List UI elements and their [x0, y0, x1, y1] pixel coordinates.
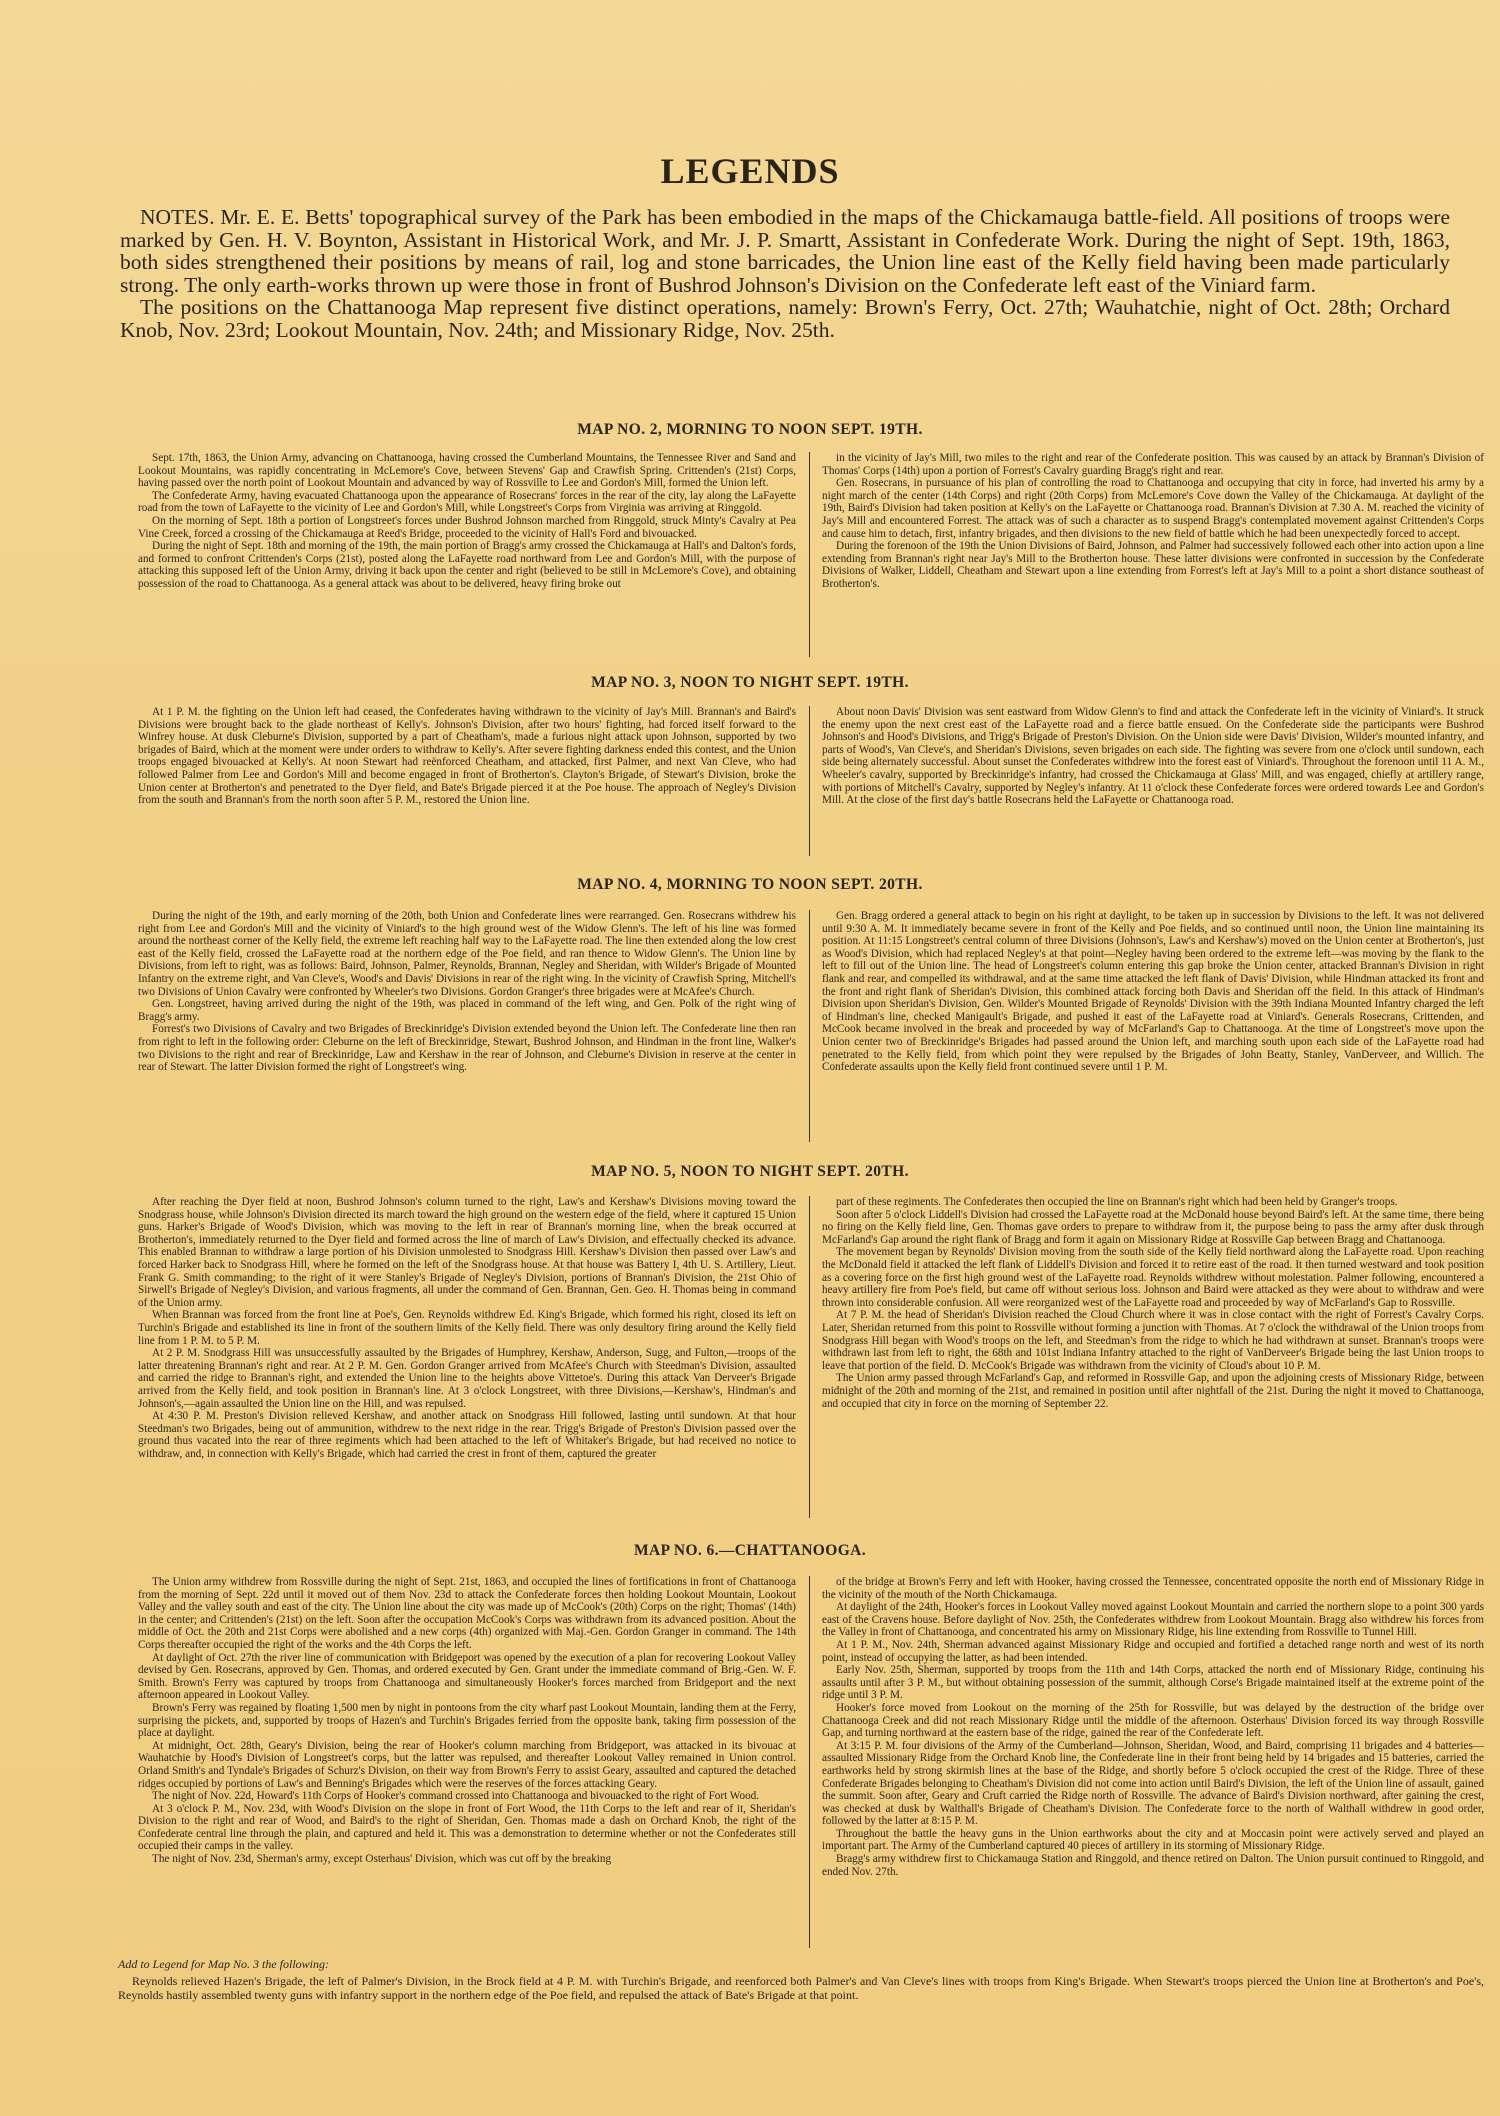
map6-paragraph: At daylight of the 24th, Hooker's forces in Lookout Valley moved against Lookout Mountain and carried the northern slope to a point 300 yards east of the Cravens house. Before daylight of Nov. 25th, the Confederates withdrew from Lookout Mountain. Bragg also withdrew his forces from the Valley in front of Chattanooga, and concentrated his army on Missionary Ridge, his line extending from Rossville to Tunnel Hill. — [822, 1601, 1484, 1639]
map6-paragraph: Throughout the battle the heavy guns in the Union earthworks about the city and at Moccasin point were actively served and played an important part. The Army of the Cumberland captured 40 pieces of artillery in its storming of Missionary Ridge. — [822, 1827, 1484, 1853]
map5-paragraph: The Union army passed through McFarland's Gap, and reformed in Rossville Gap, and upon the adjoining crests of Missionary Ridge, between midnight of the 20th and morning of the 21st, and remained in position until after nightfall of the 21st. During the night it moved to Chattanooga, and occupied that city in force on the morning of September 22. — [822, 1372, 1484, 1410]
map3-title: MAP NO. 3, NOON TO NIGHT SEPT. 19TH. — [591, 674, 909, 691]
addendum-title: Add to Legend for Map No. 3 the following: — [118, 1957, 329, 1971]
map6-right-column — [822, 1576, 1484, 1954]
map2-paragraph: Sept. 17th, 1863, the Union Army, advancing on Chattanooga, having crossed the Cumberland Mountains, the Tennessee River and Sand and Lookout Mountains, was rapidly concentrating in McLemore's Cove, between Stevens' Gap and Crawfish Spring. Crittenden's (21st) Corps, having passed over the north point of Lookout Mountain and advanced by way of Rossville to Lee and Gordon's Mill, formed the Union left. — [138, 452, 796, 490]
map5-right-column — [822, 1196, 1484, 1524]
column-divider — [809, 910, 810, 1142]
map2-paragraph: The Confederate Army, having evacuated Chattanooga upon the appearance of Rosecrans' forces in the rear of the city, lay along the LaFayette road from the town of LaFayette to the vicinity of Lee and Gordon's Mill, while Longstreet's Corps from Virginia was arriving at Ringgold. — [138, 489, 796, 515]
map4-paragraph: Gen. Bragg ordered a general attack to begin on his right at daylight, to be taken up in succession by Divisions to the left. It was not delivered until 9:30 A. M. It immediately became severe in front of the Kelly and Poe fields, and so continued until noon, the Union line maintaining its position. At 11:15 Longstreet's central column of three Divisions (Johnson's, Law's and Kershaw's) moved on the Union center at Brotherton's, just as Wood's Division, which had replaced Negley's at that point—Negley having been ordered to the extreme left—was moving by the flank to the left to fill out of the Union line. The head of Longstreet's column entering this gap broke the Union center, attacked Brannan's Division in right flank and rear, and compelled its withdrawal, and at the same time attacked the left flank of Davis' Division, while Hindman attacked its front and the front and right flank of Sheridan's Division, this combined attack forcing both Davis and Sheridan off the field. In this attack of Hindman's Division upon Sheridan's Division, Gen. Wilder's Mounted Brigade of Reynolds' Division with the 39th Indiana Mounted Infantry charged the left of Hindman's line, checked Manigault's Brigade, and pushed it east of the LaFayette road at Viniard's. Generals Rosecrans, Crittenden, and McCook became involved in the break and proceeded by way of McFarland's Gap to Chattanooga. At the time of Longstreet's move upon the Union center two of Breckinridge's Brigades had passed around the Union left, and marching south upon each side of the LaFayette road had penetrated to the Kelly field, from which point they were repulsed by the Brigades of John Beatty, Stanley, VanDerveer, and Willich. The Confederate assaults upon the Kelly field front continued severe until 1 P. M. — [822, 910, 1484, 1074]
map6-paragraph: The night of Nov. 23d, Sherman's army, except Osterhaus' Division, which was cut off by the breaking — [152, 1853, 612, 1866]
notes-paragraph: NOTES. Mr. E. E. Betts' topographical survey of the Park has been embodied in the maps of the Chickamauga battle-field. All positions of troops were marked by Gen. H. V. Boynton, Assistant in Historical Work, and Mr. J. P. Smartt, Assistant in Confederate Work. During the night of Sept. 19th, 1863, both sides strengthened their positions by means of rail, log and stone barricades, the Union line east of the Kelly field having been made particularly strong. The only earth-works thrown up were those in front of Bushrod Johnson's Division on the Confederate left east of the Viniard farm. — [120, 205, 1450, 297]
map2-paragraph: Gen. Rosecrans, in pursuance of his plan of controlling the road to Chattanooga and occupying that city in force, had inverted his army by a night march of the center (14th Corps) and right (20th Corps) from McLemore's Cove down the Valley of the Chickamauga. At daylight of the 19th, Baird's Division had taken position at Kelly's on the LaFayette or Chattanooga road. Brannan's Division at 7.30 A. M. reached the vicinity of Jay's Mill and encountered Forrest. The attack was of such a character as to suspend Bragg's contemplated movement against Crittenden's Corps and cause him to detach, first, infantry brigades, and then divisions to the new field of battle which he had been unexpectedly forced to accept. — [822, 477, 1484, 540]
map3-paragraph: About noon Davis' Division was sent eastward from Widow Glenn's to find and attack the Confederate left in the vicinity of Viniard's. It struck the enemy upon the next crest east of the LaFayette road and a fierce battle ensued. On the Confederate side the participants were Bushrod Johnson's and Hood's Divisions, and Trigg's Brigade of Preston's Division. On the Union side were Davis' Division, Wilder's mounted infantry, and parts of Wood's, Van Cleve's, and Sheridan's Divisions, seven brigades on each side. The fighting was severe from one o'clock until sundown, each side being alternately successful. About sunset the Confederates withdrew into the forest east of Viniard's. Throughout the forenoon until 11 A. M., Wheeler's cavalry, supported by Breckinridge's infantry, had crossed the Chickamauga at Glass' Mill, and was engaged, chiefly at artillery range, with portions of Mitchell's Cavalry, supported by Negley's infantry. At 11 o'clock these Confederate forces were ordered towards Lee and Gordon's Mill. At the close of the first day's battle Rosecrans held the LaFayette or Chattanooga road. — [822, 706, 1484, 807]
map6-left-column — [138, 1576, 796, 1954]
page-title: LEGENDS — [660, 151, 840, 191]
map6-paragraph: At 3:15 P. M. four divisions of the Army of the Cumberland—Johnson, Sheridan, Wood, and Baird, comprising 11 brigades and 4 batteries—assaulted Missionary Ridge from the Orchard Knob line, the Confederate line in their front being held by 14 brigades and 15 batteries, carried the earthworks held by strong skirmish lines at the base of the Ridge, and shortly before 5 o'clock occupied the crest of the Ridge. Three of these Confederate Brigades belonging to Cheatham's Division did not come into action until Baird's Division, the left of the Union line of assault, gained the summit. Soon after, Geary and Cruft carried the Ridge north of Rossville. The advance of Baird's Division northward, after gaining the crest, was checked at dusk by Walthall's Brigade of Cheatham's Division. The Confederate force to the north of Walthall withdrew in good order, followed by the latter at 8:15 P. M. — [822, 1739, 1484, 1828]
column-divider — [809, 452, 810, 657]
map5-title: MAP NO. 5, NOON TO NIGHT SEPT. 20TH. — [591, 1163, 909, 1180]
map6-paragraph: Brown's Ferry was regained by floating 1,500 men by night in pontoons from the city wharf past Lookout Mountain, landing them at the Ferry, surprising the pickets, and, supported by troops of Hazen's and Turchin's Brigades ferried from the opposite bank, taking firm possession of the place at daylight. — [138, 1701, 796, 1740]
map5-paragraph: At 4:30 P. M. Preston's Division relieved Kershaw, and another attack on Snodgrass Hill followed, lasting until sundown. At that hour Steedman's two Brigades, being out of ammunition, withdrew to the next ridge in the rear. Trigg's Brigade of Preston's Division passed over the ground thus vacated into the rear of three regiments which had been attached to the left of Whitaker's Brigade, but had received no notice to withdraw, and, in connection with Kelly's Brigade, which had carried the crest in front of them, captured the greater — [138, 1410, 796, 1460]
map5-left-column — [138, 1196, 796, 1524]
map4-right-column — [822, 910, 1484, 1148]
map4-paragraph: Gen. Longstreet, having arrived during the night of the 19th, was placed in command of the left wing, and Gen. Polk of the right wing of Bragg's army. — [138, 998, 796, 1023]
column-divider — [809, 1196, 810, 1518]
column-divider — [809, 1576, 810, 1948]
map2-paragraph: During the forenoon of the 19th the Union Divisions of Baird, Johnson, and Palmer had successively followed each other into action upon a line extending from Brannan's right near Jay's Mill to the Brotherton house. These latter divisions were confronted in succession by the Confederate Divisions of Walker, Liddell, Cheatham and Stewart upon a line extending from Forrest's left at Jay's Mill to a point a short distance southeast of Brotherton's. — [822, 540, 1484, 590]
map4-paragraph: During the night of the 19th, and early morning of the 20th, both Union and Confederate lines were rearranged. Gen. Rosecrans withdrew his right from Lee and Gordon's Mill and the vicinity of Viniard's to the high ground west of the Widow Glenn's. The left of his line was formed around the northeast corner of the Kelly field, the extreme left reaching half way to the LaFayette road. The line then extended along the low crest east of the Kelly field, crossed the LaFayette road at the northern edge of the Poe field, and ran thence to Widow Glenn's. The Union line by Divisions, from left to right, was as follows: Baird, Johnson, Palmer, Reynolds, Brannan, Negley and Sheridan, with Wilder's Brigade of Mounted Infantry on the extreme right, and Van Cleve's, Wood's and Davis' Divisions in rear of the right wing. In the vicinity of Crawfish Spring, Mitchell's two Divisions of Union Cavalry were confronted by Wheeler's two Divisions. Gordon Granger's three brigades were at McAfee's Church. — [138, 910, 796, 998]
map2-paragraph: On the morning of Sept. 18th a portion of Longstreet's forces under Bushrod Johnson marched from Ringgold, struck Minty's Cavalry at Pea Vine Creek, forced a crossing of the Chickamauga at Reed's Bridge, proceeded to the vicinity of Hall's Ford and bivouacked. — [138, 514, 796, 540]
map2-paragraph: in the vicinity of Jay's Mill, two miles to the right and rear of the Confederate position. This was caused by an attack by Brannan's Division of Thomas' Corps (14th) upon a portion of Forrest's Cavalry guarding Bragg's right and rear. — [822, 452, 1484, 477]
map2-title: MAP NO. 2, MORNING TO NOON SEPT. 19TH. — [577, 421, 923, 438]
map6-paragraph: Bragg's army withdrew first to Chickamauga Station and Ringgold, and thence retired on Dalton. The Union pursuit continued to Ringgold, and ended Nov. 27th. — [822, 1853, 1484, 1878]
map3-paragraph: At 1 P. M. the fighting on the Union left had ceased, the Confederates having withdrawn to the vicinity of Jay's Mill. Brannan's and Baird's Divisions were brought back to the glade northeast of Kelly's. Johnson's Division, after two hours' fighting, had forced itself forward to the Winfrey house. At dusk Cleburne's Division, supported by a part of Cheatham's, made a furious night attack upon Johnson, supported by two brigades of Baird, which at the moment were under orders to withdraw to Kelly's. After severe fighting darkness ended this contest, and the Union troops engaged bivouacked at Kelly's. At noon Stewart had reënforced Cheatham, and attacked, first Palmer, and next Van Cleve, who had followed Palmer from Lee and Gordon's Mill and become engaged in front of Brotherton's. Clayton's Brigade, of Stewart's Division, broke the Union center at Brotherton's and penetrated to the Dyer field, and Bate's Brigade pierced it at the Poe house. The approach of Negley's Division from the south and Brannan's from the north soon after 5 P. M., restored the Union line. — [138, 706, 796, 807]
map6-paragraph: The Union army withdrew from Rossville during the night of Sept. 21st, 1863, and occupied the lines of fortifications in front of Chattanooga from the morning of Sept. 22d until it moved out of them Nov. 23d to attack the Confederate forces then holding Lookout Mountain, Lookout Valley and the valley south and east of the city. The Union line about the city was made up of McCook's (20th) Corps on the right; Thomas' (14th) in the center; and Crittenden's (21st) on the left. Soon after the occupation McCook's Corps was withdrawn from its advanced position. About the middle of Oct. the 20th and 21st Corps were abolished and a new corps (4th) organized with Maj.-Gen. Gordon Granger in command. The 14th Corps thereafter occupied the right of the works and the 4th Corps the left. — [138, 1576, 796, 1651]
map4-left-column — [138, 910, 796, 1148]
map5-paragraph: Soon after 5 o'clock Liddell's Division had crossed the LaFayette road at the McDonald house beyond Baird's left. At the same time, there being no firing on the Kelly field line, Gen. Thomas gave orders to prepare to withdraw from it, the purpose being to pass the army after dusk through McFarland's Gap around the right flank of Bragg and form it again on Missionary Ridge at Rossville Gap between Bragg and Chattanooga. — [822, 1208, 1484, 1246]
map6-paragraph: At 3 o'clock P. M., Nov. 23d, with Wood's Division on the slope in front of Fort Wood, the 11th Corps to the left and rear of it, Sheridan's Division to the right and rear of Wood, and Baird's to the right of Sheridan, Gen. Thomas made a dash on Orchard Knob, the right of the Confederate central line through the plain, and captured and held it. This was a demonstration to determine whether or not the Confederates still occupied their camps in the valley. — [138, 1802, 796, 1853]
map5-paragraph: When Brannan was forced from the front line at Poe's, Gen. Reynolds withdrew Ed. King's Brigade, which formed his right, closed its left on Turchin's Brigade and established its line in front of the southern limits of the Kelly field. There was only desultory firing around the Kelly field line from 1 P. M. to 5 P. M. — [138, 1309, 796, 1347]
notes-paragraph: The positions on the Chattanooga Map represent five distinct operations, namely: Brown's Ferry, Oct. 27th; Wauhatchie, night of Oct. 28th; Orchard Knob, Nov. 23rd; Lookout Mountain, Nov. 24th; and Missionary Ridge, Nov. 25th. — [120, 295, 1450, 342]
map6-title: MAP NO. 6.—CHATTANOOGA. — [633, 1542, 867, 1559]
column-divider — [809, 706, 810, 856]
map6-paragraph: The night of Nov. 22d, Howard's 11th Corps of Hooker's command crossed into Chattanooga and bivouacked to the right of Fort Wood. — [152, 1790, 760, 1803]
map3-left-column — [138, 706, 796, 862]
map2-left-column — [138, 452, 796, 662]
map6-paragraph: At daylight of Oct. 27th the river line of communication with Bridgeport was opened by the execution of a plan for recovering Lookout Valley devised by Gen. Rosecrans, approved by Gen. Thomas, and ordered executed by Gen. Grant under the immediate command of Brig.-Gen. W. F. Smith. Brown's Ferry was captured by troops from Chattanooga and simultaneously Hooker's forces marched from Bridgeport and the next afternoon appeared in Lookout Valley. — [138, 1651, 796, 1702]
map5-paragraph: After reaching the Dyer field at noon, Bushrod Johnson's column turned to the right, Law's and Kershaw's Divisions moving toward the Snodgrass house, while Johnson's Division directed its march toward the high ground on the western edge of the field, where it captured 15 Union guns. Harker's Brigade of Wood's Division, which was moving to the left in rear of Brannan's morning line, when the break occurred at Brotherton's, immediately returned to the Dyer field and formed across the line of march of Law's Division, and effectually checked its advance. This enabled Brannan to withdraw a large portion of his Division unmolested to Snodgrass Hill. Kershaw's Division then passed over Law's and forced Harker back to Snodgrass Hill, where he formed on the left of the Snodgrass house. At that house was Battery I, 4th U. S. Artillery, Lieut. Frank G. Smith commanding; to the right of it were Stanley's Brigade of Negley's Division, portions of Brannan's Division, the 21st Ohio of Sirwell's Brigade of Negley's Division, and various fragments, all under the command of Gen. Brannan, Gen. Geo. H. Thomas being in command of the Union army. — [138, 1196, 796, 1309]
map6-paragraph: of the bridge at Brown's Ferry and left with Hooker, having crossed the Tennessee, concentrated opposite the north end of Missionary Ridge in the vicinity of the mouth of the North Chickamauga. — [822, 1576, 1484, 1601]
map5-paragraph: At 7 P. M. the head of Sheridan's Division reached the Cloud Church where it was in close contact with the right of Forrest's Cavalry Corps. Later, Sheridan returned from this point to Rossville without forming a junction with Thomas. At 7 o'clock the withdrawal of the Union troops from Snodgrass Hill began with Wood's troops on the left, and Steedman's from the ridge to which he had withdrawn at sunset. Brannan's troops were withdrawn last from left to right, the 68th and 101st Indiana Infantry attached to the right of VanDerveer's Brigade being the last Union troops to leave that portion of the field. D. McCook's Brigade was withdrawn from the vicinity of Cloud's about 10 P. M. — [822, 1309, 1484, 1372]
addendum-text-block — [118, 1974, 1484, 2002]
map2-right-column — [822, 452, 1484, 662]
map6-paragraph: At midnight, Oct. 28th, Geary's Division, being the rear of Hooker's column marching from Bridgeport, was attacked in its bivouac at Wauhatchie by Hood's Division of Longstreet's corps, but the latter was repulsed, and thereafter Lookout Valley remained in Union control. Orland Smith's and Tyndale's Brigades of Schurz's Division, on their way from Brown's Ferry to assist Geary, assaulted and captured the detached ridges occupied by portions of Law's and Benning's Brigades which were the reserves of the forces attacking Geary. — [138, 1739, 796, 1790]
map5-paragraph: At 2 P. M. Snodgrass Hill was unsuccessfully assaulted by the Brigades of Humphrey, Kershaw, Anderson, Sugg, and Fulton,—troops of the latter threatening Brannan's right and rear. At 2 P. M. Gen. Gordon Granger arrived from McAfee's Church with Steedman's Division, assaulted and carried the ridge to Brannan's right, and extended the Union line to the heights above Vittetoe's. During this attack Van Derveer's Brigade arrived from the Kelly field, and took position in Brannan's line. At 3 o'clock Longstreet, with three Divisions,—Kershaw's, Hindman's and Johnson's,—again assaulted the Union line on the Hill, and was repulsed. — [138, 1347, 796, 1410]
map5-paragraph: part of these regiments. The Confederates then occupied the line on Brannan's right which had been held by Granger's troops. — [836, 1196, 1398, 1208]
map5-paragraph: The movement began by Reynolds' Division moving from the south side of the Kelly field northward along the LaFayette road. Upon reaching the McDonald field it attacked the left flank of Liddell's Division and forced it to retire east of the road. It then turned westward and took position as a covering force on the first high ground west of the LaFayette road. Reynolds withdrew without molestation. Palmer following, encountered a heavy artillery fire from Poe's field, but came off without serious loss. Johnson and Baird were attacked as they were about to withdraw and were thrown into considerable confusion. All were reorganized west of the LaFayette road and proceeded by way of McFarland's Gap to Rossville. — [822, 1246, 1484, 1309]
map4-title: MAP NO. 4, MORNING TO NOON SEPT. 20TH. — [577, 876, 923, 893]
map6-paragraph: Early Nov. 25th, Sherman, supported by troops from the 11th and 14th Corps, attacked the north end of Missionary Ridge, continuing his assaults until after 3 P. M., but without obtaining possession of the summit, although Corse's Brigade maintained itself at the extreme point of the ridge until 3 P. M. — [822, 1664, 1484, 1702]
map6-paragraph: At 1 P. M., Nov. 24th, Sherman advanced against Missionary Ridge and occupied and fortified a detached range north and west of its north point, instead of occupying the latter, as had been intended. — [822, 1638, 1484, 1664]
map4-paragraph: Forrest's two Divisions of Cavalry and two Brigades of Breckinridge's Division extended beyond the Union left. The Confederate line then ran from right to left in the following order: Cleburne on the left of Breckinridge, Stewart, Bushrod Johnson, and Hindman in the front line, Walker's two Divisions to the right and rear of Breckinridge, Law and Kershaw in the rear of Johnson, and Cleburne's Division in reserve at the center in rear of Stewart. The latter Division formed the right of Longstreet's wing. — [138, 1023, 796, 1074]
map2-paragraph: During the night of Sept. 18th and morning of the 19th, the main portion of Bragg's army crossed the Chickamauga at Hall's and Dalton's fords, and formed to confront Crittenden's Corps (21st), posted along the LaFayette road northward from Lee and Gordon's Mill, with the purpose of attacking this supposed left of the Union Army, driving it back upon the center and right (believed to be still in McLemore's Cove), and obtaining possession of the road to Chattanooga. As a general attack was about to be delivered, heavy firing broke out — [138, 540, 796, 590]
map3-right-column — [822, 706, 1484, 862]
notes-block — [120, 206, 1450, 341]
map6-paragraph: Hooker's force moved from Lookout on the morning of the 25th for Rossville, but was delayed by the destruction of the bridge over Chattanooga Creek and did not reach Missionary Ridge until the middle of the afternoon. Osterhaus' Division forced its way through Rossville Gap, and turning northward at the eastern base of the ridge, gained the rear of the Confederate left. — [822, 1701, 1484, 1740]
addendum-paragraph: Reynolds relieved Hazen's Brigade, the left of Palmer's Division, in the Brock field at 4 P. M. with Turchin's Brigade, and reenforced both Palmer's and Van Cleve's lines with troops from King's Brigade. When Stewart's troops pierced the Union line at Brotherton's and Poe's, Reynolds hastily assembled twenty guns with infantry support in the northern edge of the Poe field, and repulsed the attack of Bate's Brigade at that point. — [118, 1974, 1484, 2002]
